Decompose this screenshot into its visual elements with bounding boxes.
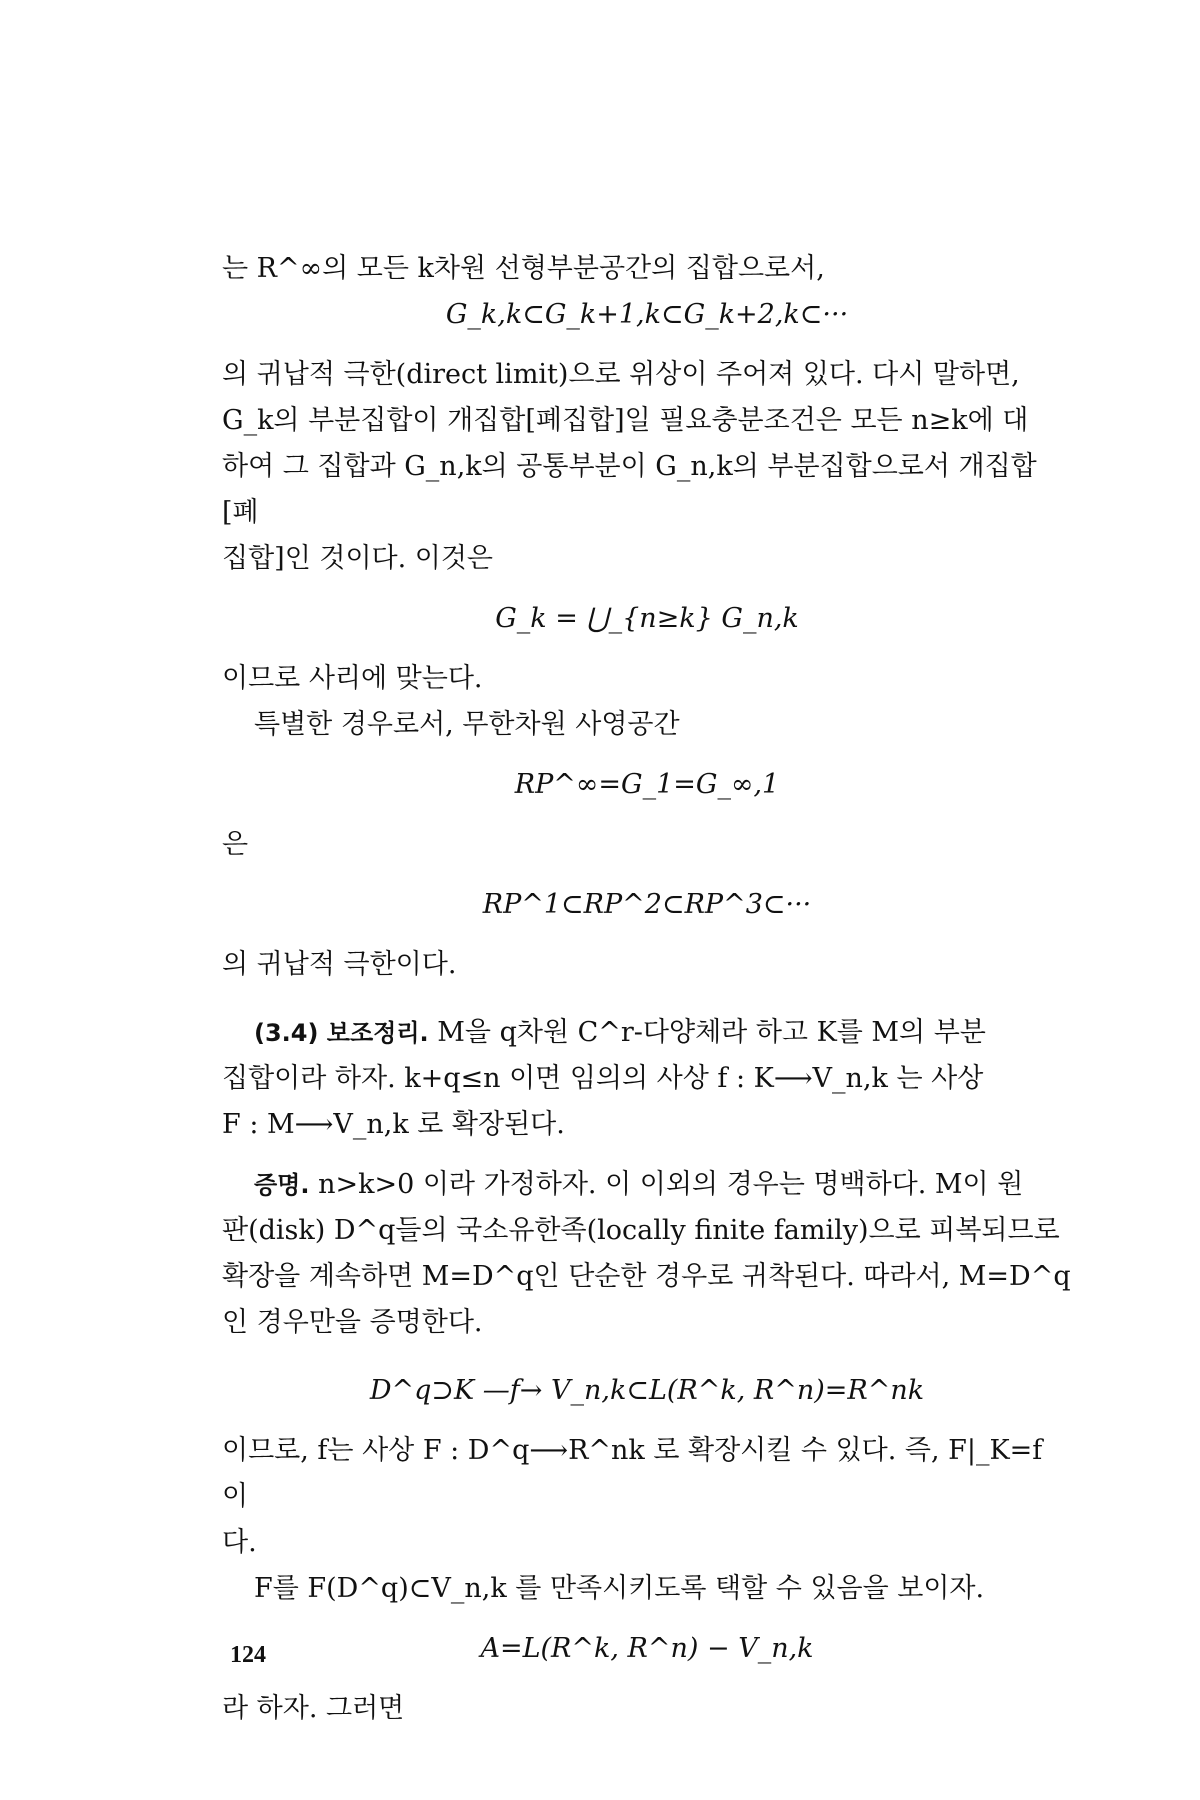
equation: A=L(R^k, R^n) − V_n,k [480,1633,814,1664]
text-line: 라 하자. 그러면 [222,1693,405,1724]
text-line: 는 R^∞의 모든 k차원 선형부분공간의 집합으로서, [222,253,825,284]
text-line: F를 F(D^q)⊂V_n,k 를 만족시키도록 택할 수 있음을 보이자. [254,1573,985,1604]
proof-line [222,1162,1072,1208]
equation: RP^∞=G_1=G_∞,1 [514,769,780,800]
text-line: 집합]인 것이다. 이것은 [222,543,494,574]
equation: RP^1⊂RP^2⊂RP^3⊂··· [482,889,812,920]
equation: D^q⊃K —f→ V_n,k⊂L(R^k, R^n)=R^nk [369,1375,925,1406]
lemma-label: (3.4) 보조정리. [254,1019,429,1047]
equation: G_k = ⋃_{n≥k} G_n,k [495,603,799,634]
text-line: G_k의 부분집합이 개집합[폐집합]일 필요충분조건은 모든 n≥k에 대 [222,405,1029,436]
lemma-line [222,1010,1072,1056]
proof-label: 증명. [254,1171,310,1199]
text-line: 판(disk) D^q들의 국소유한족(locally finite family)으로 피복되므로 [222,1215,1060,1246]
text-line: 확장을 계속하면 M=D^q인 단순한 경우로 귀착된다. 따라서, M=D^q [222,1261,1071,1292]
text-line: 집합이라 하자. k+q≤n 이면 임의의 사상 f : K⟶V_n,k 는 사상 [222,1063,984,1094]
text-line: 하여 그 집합과 G_n,k의 공통부분이 G_n,k의 부분집합으로서 개집합[폐 [222,451,1037,528]
text-line: 인 경우만을 증명한다. [222,1307,483,1338]
text-line: 특별한 경우로서, 무한차원 사영공간 [254,709,680,740]
text-line: 이므로, f는 사상 F : D^q⟶R^nk 로 확장시킬 수 있다. 즉, F|_K=f 이 [222,1435,1043,1512]
text-line: 은 [222,829,249,860]
page-number: 124 [230,1642,266,1668]
text-line: 다. [222,1527,257,1558]
proof-text: n>k>0 이라 가정하자. 이 이외의 경우는 명백하다. M이 원 [318,1169,1024,1200]
lemma-text: M을 q차원 C^r-다양체라 하고 K를 M의 부분 [437,1017,986,1048]
text-line: F : M⟶V_n,k 로 확장된다. [222,1109,565,1140]
page-body [222,246,1072,1732]
text-line: 의 귀납적 극한(direct limit)으로 위상이 주어져 있다. 다시 말하면, [222,359,1020,390]
text-line: 이므로 사리에 맞는다. [222,663,483,694]
equation: G_k,k⊂G_k+1,k⊂G_k+2,k⊂··· [445,299,849,330]
text-line: 의 귀납적 극한이다. [222,949,457,980]
